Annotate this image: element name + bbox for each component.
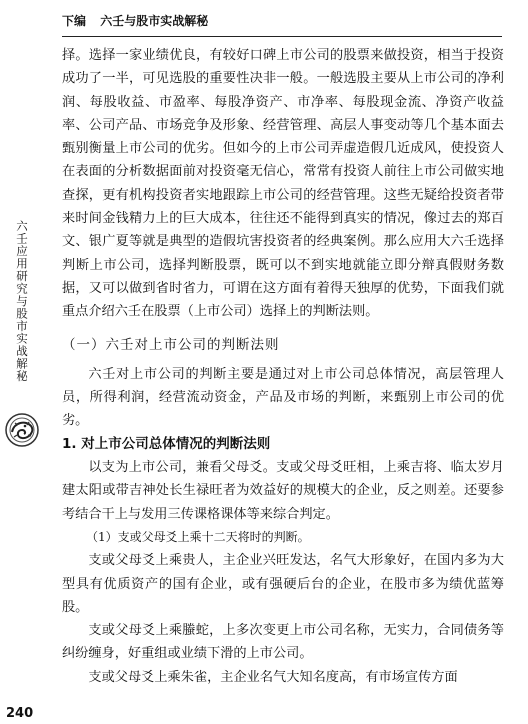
page-body (62, 44, 504, 689)
header-part-label: 下编 (62, 14, 87, 28)
body-paragraph: 支或父母爻上乘螣蛇，上多次变更上市公司名称，无实力，合同债务等纠纷缠身，好重组或业绩下滑的上市公司。 (62, 623, 504, 662)
dragon-emblem-icon (4, 412, 40, 448)
body-paragraph: 六壬对上市公司的判断主要是通过对上市公司总体情况，高层管理人员，所得利润，经营流动资金，产品及市场的判断，来甄别上市公司的优劣。 (62, 366, 504, 429)
header-book-title: 六壬与股市实战解秘 (100, 14, 209, 28)
subsection-title: 1. 对上市公司总体情况的判断法则 (62, 435, 271, 452)
item-title: （1）支或父母爻上乘十二天将时的判断。 (86, 529, 310, 544)
section-title: （一）六壬对上市公司的判断法则 (62, 336, 280, 353)
body-paragraph: 支或父母爻上乘贵人，主企业兴旺发达，名气大形象好，在国内多为大型具有优质资产的国有企业，或有强硬后台的企业，在股市多为绩优蓝筹股。 (62, 553, 504, 615)
page-number: 240 (6, 706, 34, 721)
side-book-title: 六壬应用研究与股市实战解秘 (15, 220, 29, 383)
running-header (62, 10, 502, 37)
body-paragraph: 支或父母爻上乘朱雀，主企业名气大知名度高，有市场宣传方面 (88, 669, 458, 685)
body-paragraph: 以支为上市公司，兼看父母爻。支或父母爻旺相，上乘吉将、临太岁月建太阳或带吉神处长生禄旺者为效益好的规模大的企业，反之则差。还要参考结合干上与发用三传课格课体等来综合判定。 (62, 460, 504, 522)
body-paragraph: 择。选择一家业绩优良，有较好口碑上市公司的股票来做投资，相当于投资成功了一半，可见选股的重要性决非一般。一般选股主要从上市公司的净利润、每股收益、市盈率、每股净资产、市净率、每股现金流、净资产收益率、公司产品、市场竞争及形象、经营管理、高层人事变动等几个基本面去甄别衡量上市公司的优劣。但如今的上市公司弄虚造假几近成风，使投资人在表面的分析数据面前对投资毫无信心，常常有投资人前往上市公司做实地查探，更有机构投资者实地跟踪上市公司的经营管理。这些无疑给投资者带来时间金钱精力上的巨大成本，往往还不能得到真实的情况，像过去的郑百文、银广夏等就是典型的造假坑害投资者的经典案例。那么应用大六壬选择判断上市公司，选择判断股票，既可以不到实地就能立即分辩真假财务数据，又可以做到省时省力，可谓在这方面有着得天独厚的优势，下面我们就重点介绍六壬在股票（上市公司）选择上的判断法则。 (62, 48, 504, 320)
